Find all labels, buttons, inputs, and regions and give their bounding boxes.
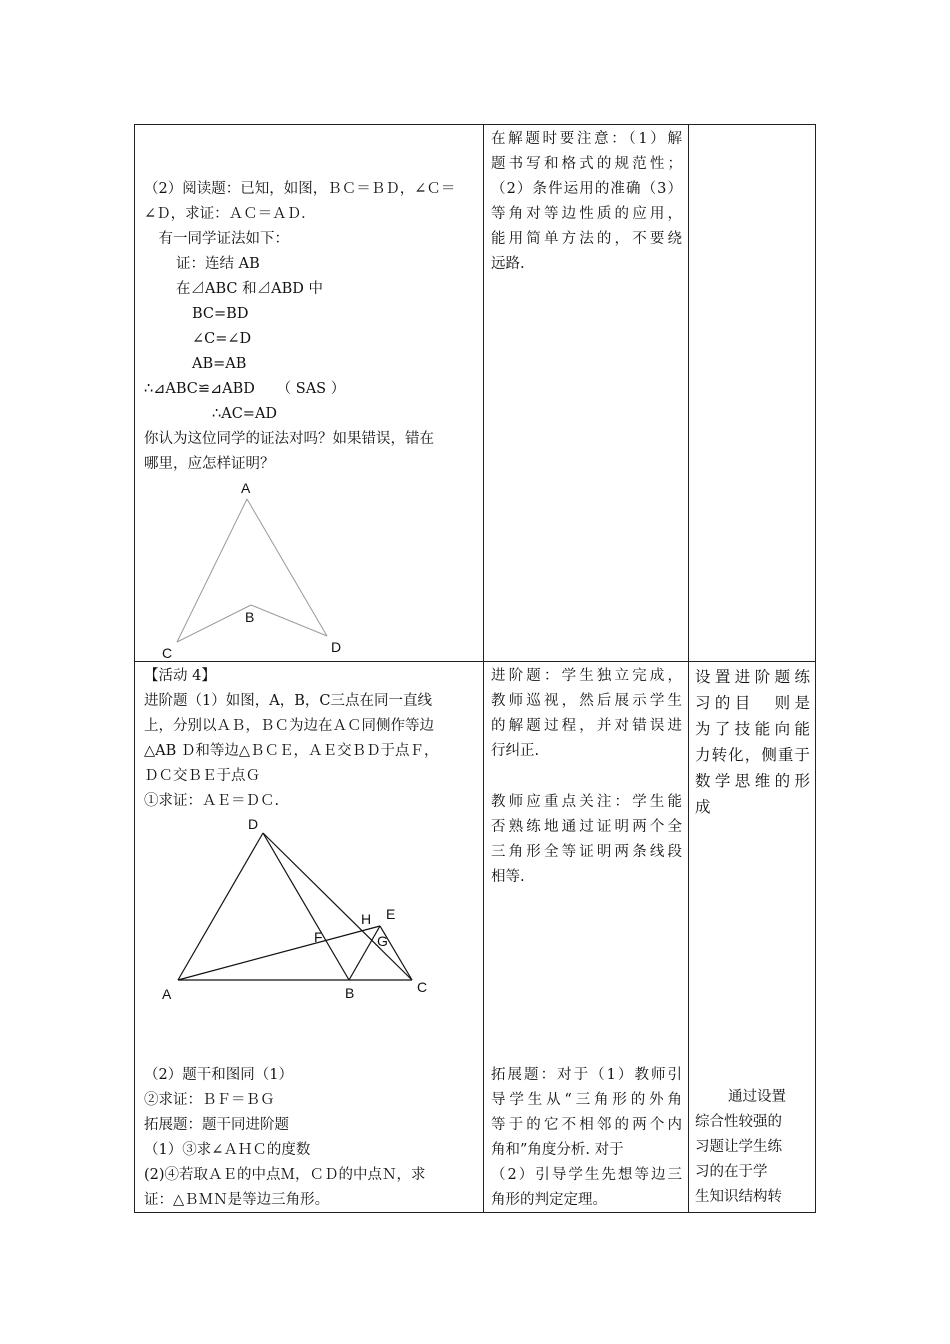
activity-heading: 【活动 4】	[144, 668, 216, 684]
vertex-label-f: F	[314, 929, 323, 945]
intent-line: 力转化，侧重于	[695, 746, 810, 764]
segment-be	[349, 926, 380, 980]
note-line: 角和”角度分析. 对于	[491, 1142, 624, 1158]
vertex-label-a: A	[162, 986, 172, 999]
note-line: 拓展题：对于（1）教师引	[491, 1067, 682, 1083]
proof-line: ∠C=∠D	[192, 331, 252, 347]
problem-line: ①求证：ＡＥ＝ＤＣ.	[144, 793, 280, 809]
problem-line: 上，分别以ＡＢ，ＢＣ为边在ＡＣ同侧作等边	[144, 718, 434, 734]
intent-line: 习的目 则是	[695, 694, 810, 712]
design-intent-extension-cell	[695, 1085, 810, 1210]
extension-guidance-cell	[491, 1063, 682, 1213]
proof-line: 在⊿ABC 和⊿ABD 中	[176, 281, 323, 297]
equilateral-triangles-figure	[155, 813, 455, 999]
vertex-label-e: E	[386, 906, 396, 922]
intent-line: 成	[695, 798, 711, 816]
vertex-label-a: A	[241, 480, 251, 496]
vertex-label-d: D	[331, 639, 342, 655]
vertex-label-c: C	[417, 979, 428, 995]
note-line: 等角对等边性质的应用，	[491, 206, 682, 222]
note-line: 在解题时要注意：（1）解	[491, 131, 682, 147]
segment-ad	[247, 499, 327, 636]
proof-line: AB=AB	[192, 356, 247, 372]
row-divider	[135, 661, 815, 662]
column-divider-1	[483, 125, 484, 1212]
extension-problem-cell	[144, 1063, 476, 1213]
problem-line: ∠Ｄ，求证：ＡＣ＝ＡＤ．	[144, 206, 316, 222]
teaching-notes-cell	[491, 127, 682, 277]
segment-bd	[251, 605, 327, 636]
question-line: 你认为这位同学的证法对吗？如果错误，错在	[144, 431, 434, 447]
segment-bc	[177, 605, 251, 642]
problem-line: （2）阅读题：已知，如图，ＢＣ＝ＢＤ，∠Ｃ＝	[144, 181, 456, 197]
reading-problem-cell	[144, 177, 476, 477]
note-line: 否熟练地通过证明两个全	[491, 819, 682, 835]
note-line: 导学生从“三角形的外角	[491, 1092, 682, 1108]
intent-line: 生知识结构转	[695, 1189, 782, 1205]
intent-line: 设置进阶题练	[695, 668, 810, 686]
intent-line: 通过设置	[728, 1089, 786, 1105]
proof-line: ∴AC=AD	[212, 406, 278, 422]
problem-line: 进阶题（1）如图，A，B，C三点在同一直线	[144, 693, 432, 709]
lesson-plan-table	[134, 124, 816, 1213]
intent-line: 综合性较强的	[695, 1114, 782, 1130]
intent-line: 数学思维的形	[695, 772, 810, 790]
teacher-activity-cell	[491, 664, 682, 764]
vertex-label-h: H	[361, 911, 372, 927]
question-line: 哪里，应怎样证明？	[144, 456, 275, 472]
note-line: 教师巡视，然后展示学生	[491, 693, 682, 709]
segment-db	[263, 833, 349, 980]
intent-line: 习题让学生练	[695, 1139, 782, 1155]
note-line: 等于的它不相邻的两个内	[491, 1117, 682, 1133]
problem-line: (2)④若取ＡＥ的中点Ｍ，ＣＤ的中点Ｎ，求	[144, 1167, 426, 1183]
problem-line: 拓展题：题干同进阶题	[144, 1117, 289, 1133]
problem-line: △AB Ｄ和等边△ＢＣＥ，ＡＥ交ＢＤ于点Ｆ，	[144, 743, 439, 759]
proof-line: ∴⊿ABC≌⊿ABD （ SAS ）	[144, 381, 346, 397]
activity-4-cell	[144, 664, 476, 814]
problem-line: 有一同学证法如下：	[144, 231, 289, 247]
intent-line: 习的在于学	[695, 1164, 768, 1180]
teacher-focus-cell	[491, 790, 682, 890]
note-line: 进阶题：学生独立完成，	[491, 668, 682, 684]
vertex-label-c: C	[162, 645, 173, 660]
problem-line: （1）③求∠ＡＨＣ的度数	[144, 1142, 311, 1158]
note-line: 题书写和格式的规范性；	[491, 156, 682, 172]
note-line: （2）引导学生先想等边三	[491, 1167, 682, 1183]
note-line: 相等.	[491, 869, 525, 885]
note-line: 的解题过程，并对错误进	[491, 718, 682, 734]
intent-line: 为了技能向能	[695, 720, 810, 738]
note-line: 能用简单方法的，不要绕	[491, 231, 682, 247]
design-intent-cell	[695, 664, 810, 820]
problem-line: ＤＣ交ＢＥ于点Ｇ	[144, 768, 260, 784]
segment-ae	[178, 926, 380, 980]
segment-ac	[177, 499, 247, 642]
proof-line: 证：连结 AB	[176, 256, 260, 272]
quadrilateral-figure	[157, 480, 367, 660]
note-line: （2）条件运用的准确（3）	[491, 181, 682, 197]
vertex-label-b: B	[245, 609, 255, 625]
note-line: 行纠正.	[491, 743, 540, 759]
column-divider-2	[688, 125, 689, 1212]
segment-ad	[178, 833, 263, 980]
proof-line: BC=BD	[192, 306, 249, 322]
note-line: 远路.	[491, 256, 525, 272]
vertex-label-d: D	[248, 816, 259, 832]
vertex-label-g: G	[377, 933, 388, 949]
vertex-label-b: B	[345, 985, 355, 999]
problem-line: 证：△ＢＭＮ是等边三角形。	[144, 1192, 330, 1208]
problem-line: （2）题干和图同（1）	[144, 1067, 293, 1083]
note-line: 三角形全等证明两条线段	[491, 844, 682, 860]
problem-line: ②求证：ＢＦ＝ＢＧ	[144, 1092, 275, 1108]
note-line: 角形的判定定理。	[491, 1192, 607, 1208]
note-line: 教师应重点关注：学生能	[491, 794, 682, 810]
